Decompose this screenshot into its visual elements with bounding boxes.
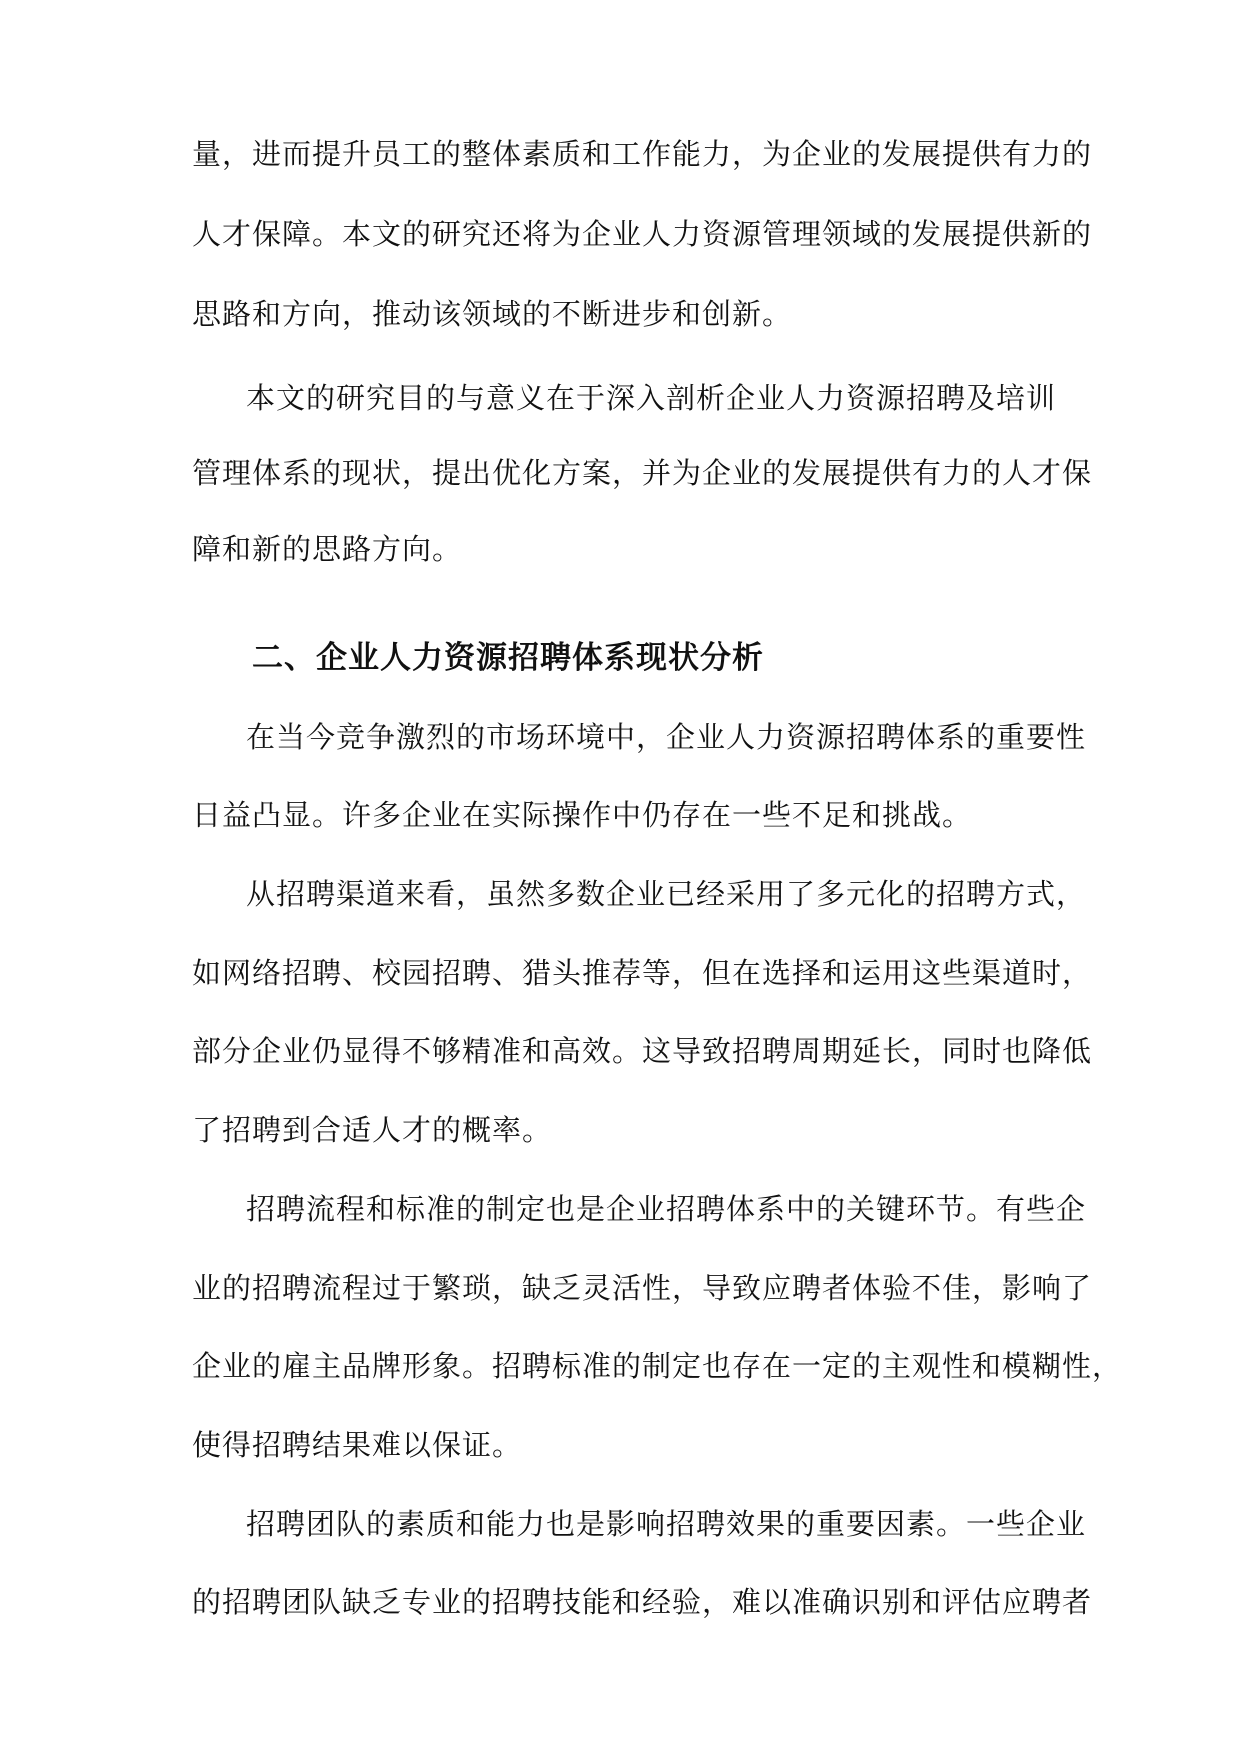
paragraph-line: 管理体系的现状，提出优化方案，并为企业的发展提供有力的人才保 xyxy=(192,456,1093,490)
paragraph-line: 招聘流程和标准的制定也是企业招聘体系中的关键环节。有些企 xyxy=(246,1192,1087,1226)
paragraph-line: 业的招聘流程过于繁琐，缺乏灵活性，导致应聘者体验不佳，影响了 xyxy=(192,1271,1093,1305)
paragraph-line: 本文的研究目的与意义在于深入剖析企业人力资源招聘及培训 xyxy=(246,381,1057,415)
paragraph-line: 在当今竞争激烈的市场环境中，企业人力资源招聘体系的重要性 xyxy=(246,720,1087,754)
paragraph-line: 从招聘渠道来看，虽然多数企业已经采用了多元化的招聘方式， xyxy=(246,877,1087,911)
paragraph-line: 招聘团队的素质和能力也是影响招聘效果的重要因素。一些企业 xyxy=(246,1507,1087,1541)
paragraph-line: 企业的雇主品牌形象。招聘标准的制定也存在一定的主观性和模糊性， xyxy=(192,1349,1123,1383)
section-heading: 二、企业人力资源招聘体系现状分析 xyxy=(252,640,764,676)
paragraph-line: 了招聘到合适人才的概率。 xyxy=(192,1113,553,1147)
paragraph-line: 思路和方向，推动该领域的不断进步和创新。 xyxy=(192,297,793,331)
paragraph-line: 如网络招聘、校园招聘、猎头推荐等，但在选择和运用这些渠道时， xyxy=(192,956,1093,990)
paragraph-line: 的招聘团队缺乏专业的招聘技能和经验，难以准确识别和评估应聘者 xyxy=(192,1585,1093,1619)
paragraph-line: 人才保障。本文的研究还将为企业人力资源管理领域的发展提供新的 xyxy=(192,217,1093,251)
paragraph-line: 日益凸显。许多企业在实际操作中仍存在一些不足和挑战。 xyxy=(192,798,973,832)
paragraph-line: 量，进而提升员工的整体素质和工作能力，为企业的发展提供有力的 xyxy=(192,137,1093,171)
paragraph-line: 障和新的思路方向。 xyxy=(192,532,463,566)
paragraph-line: 部分企业仍显得不够精准和高效。这导致招聘周期延长，同时也降低 xyxy=(192,1034,1093,1068)
paragraph-line: 使得招聘结果难以保证。 xyxy=(192,1428,523,1462)
